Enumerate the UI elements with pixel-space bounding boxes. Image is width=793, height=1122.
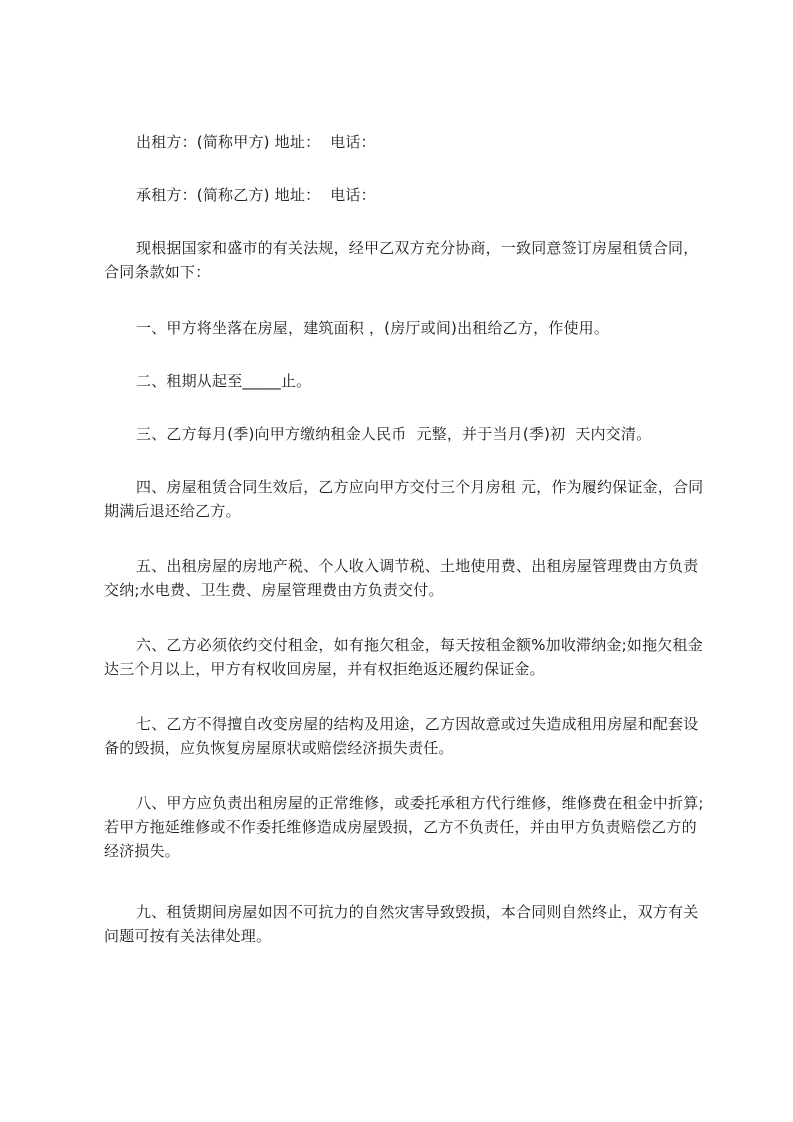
- clause-9: 九、租赁期间房屋如因不可抗力的自然灾害导致毁损，本合同则自然终止，双方有关问题可按有关法律处理。: [104, 903, 699, 945]
- lessee-line: 承租方：(简称乙方) 地址： 电话：: [136, 186, 376, 204]
- clause-2: 二、租期从起至_____止。: [136, 372, 312, 390]
- clause-6: 六、乙方必须依约交付租金，如有拖欠租金，每天按租金额%加收滞纳金;如拖欠租金达三个月以上，甲方有权收回房屋，并有权拒绝返还履约保证金。: [104, 636, 703, 678]
- clause-1: 一、甲方将坐落在房屋，建筑面积 ，(房厅或间)出租给乙方，作使用。: [136, 319, 610, 337]
- lessor-line: 出租方：(简称甲方) 地址： 电话：: [136, 133, 376, 151]
- clause-7: 七、乙方不得擅自改变房屋的结构及用途，乙方因故意或过失造成租用房屋和配套设备的毁损，应负恢复房屋原状或赔偿经济损失责任。: [104, 715, 699, 757]
- preamble-paragraph: 现根据国家和盛市的有关法规，经甲乙双方充分协商，一致同意签订房屋租赁合同，合同条款如下：: [104, 239, 699, 281]
- clause-4: 四、房屋租赁合同生效后，乙方应向甲方交付三个月房租 元，作为履约保证金，合同期满后退还给乙方。: [104, 478, 704, 520]
- clause-8: 八、甲方应负责出租房屋的正常维修，或委托承租方代行维修，维修费在租金中折算;若甲方拖延维修或不作委托维修造成房屋毁损，乙方不负责任，并由甲方负责赔偿乙方的经济损失。: [104, 794, 704, 860]
- clause-3: 三、乙方每月(季)向甲方缴纳租金人民币 元整，并于当月(季)初 天内交清。: [136, 425, 652, 443]
- clause-5: 五、出租房屋的房地产税、个人收入调节税、土地使用费、出租房屋管理费由方负责交纳;水电费、卫生费、房屋管理费由方负责交付。: [104, 557, 699, 599]
